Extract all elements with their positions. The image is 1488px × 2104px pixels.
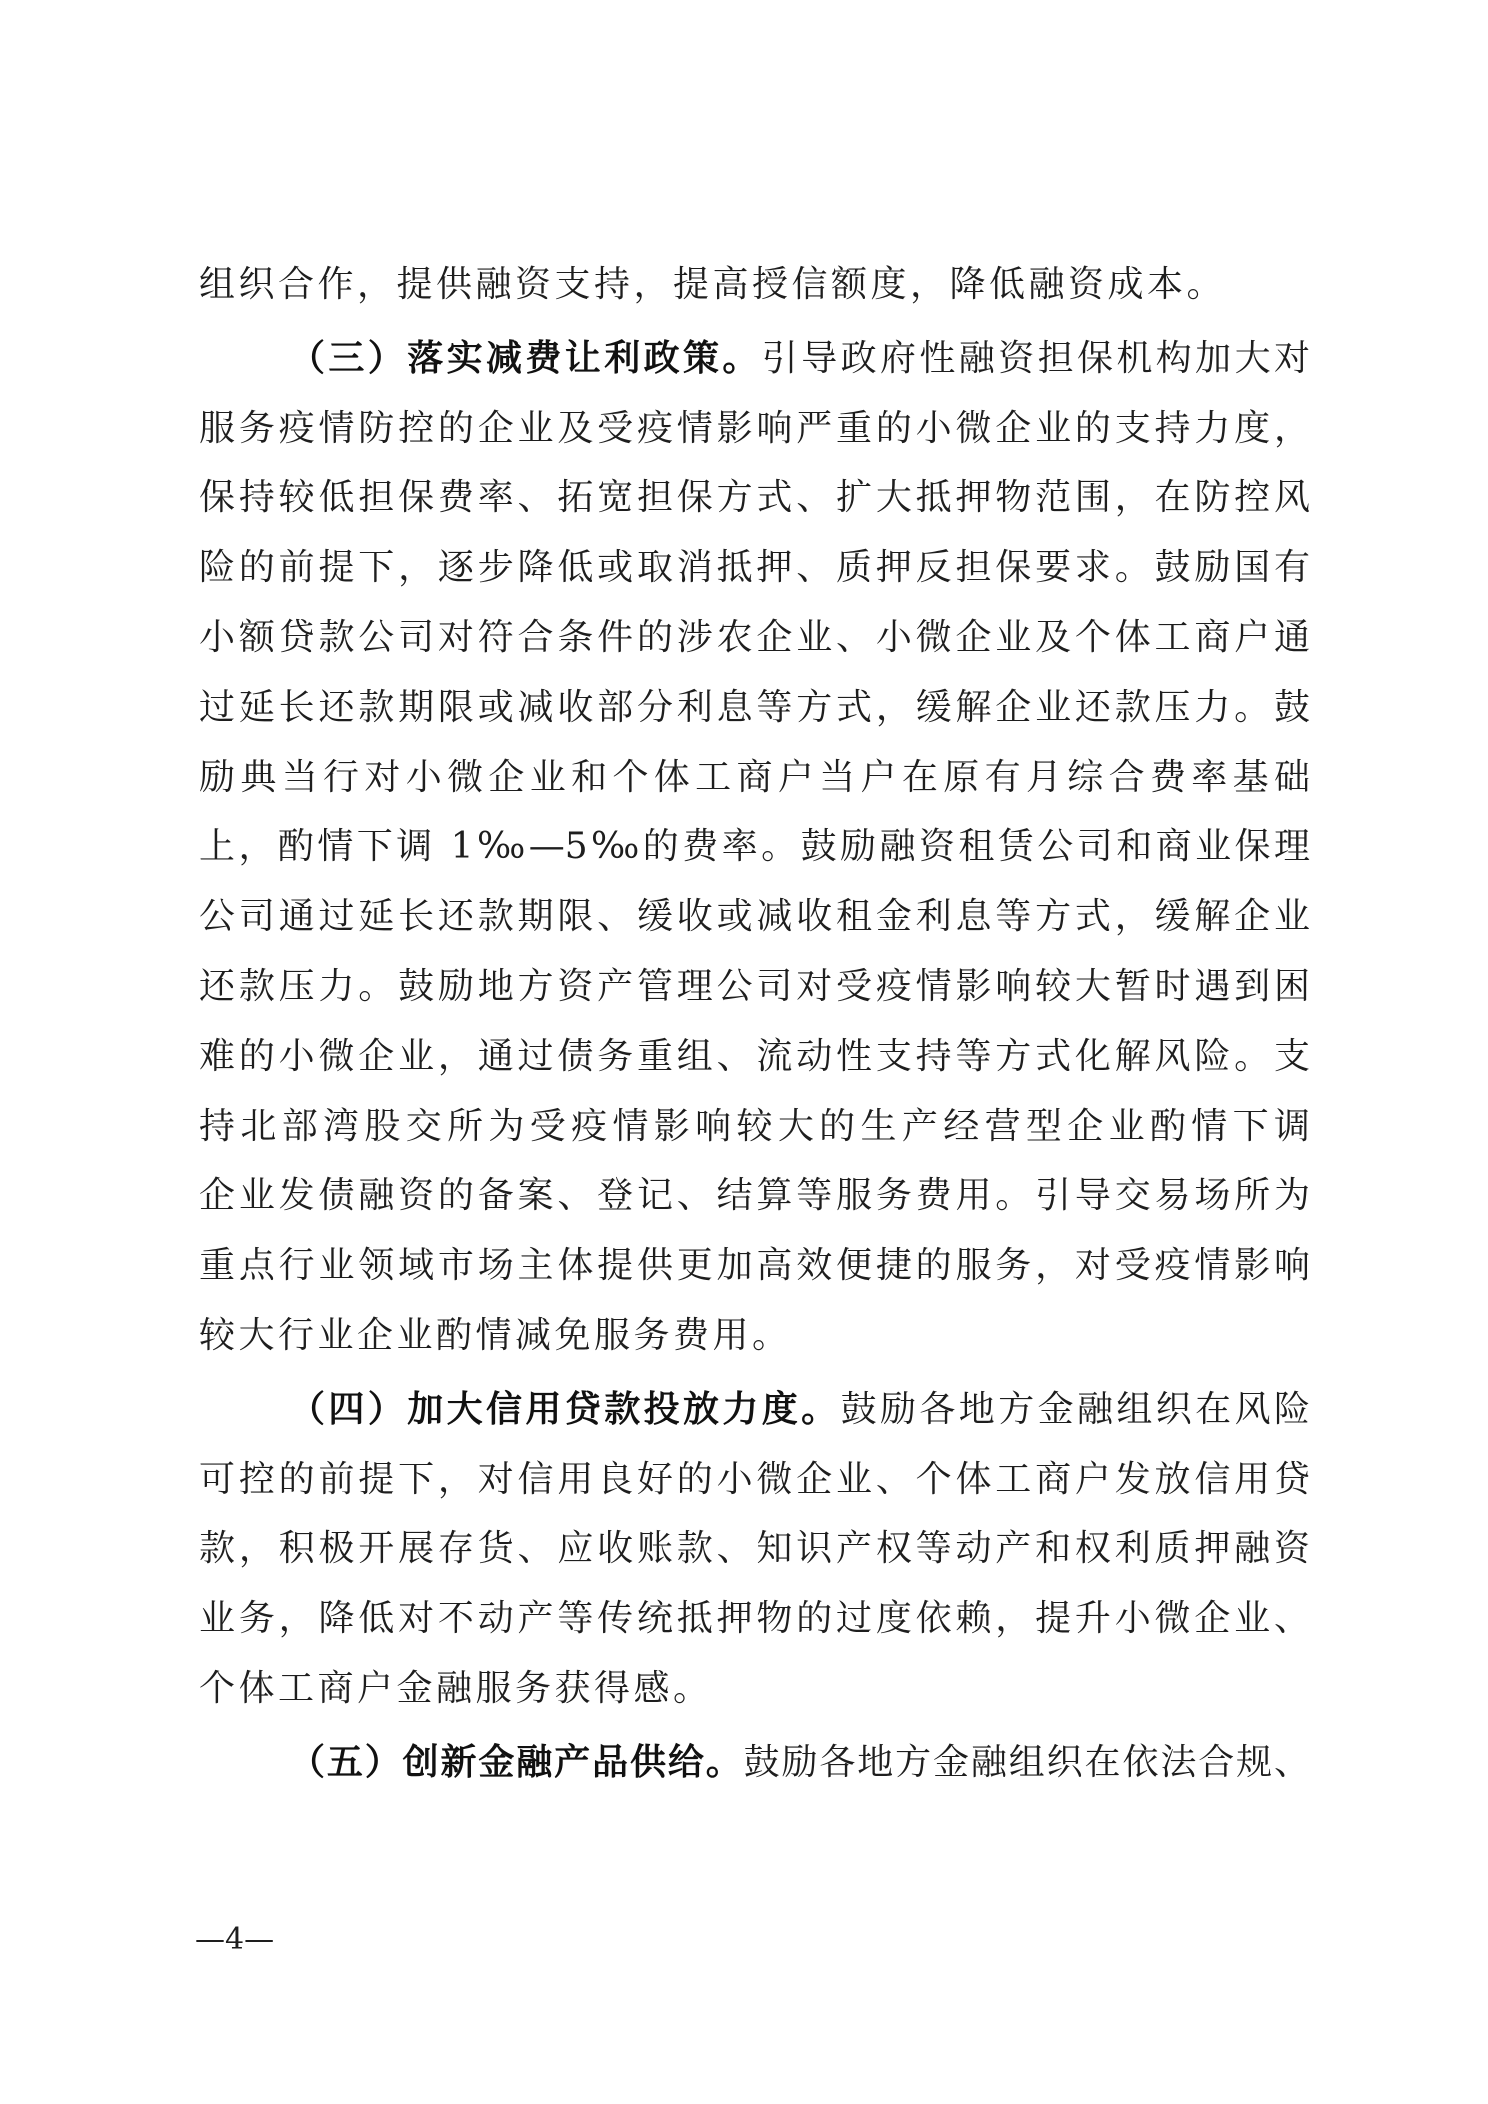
text-line bbox=[199, 1445, 1310, 1515]
paragraph-section-3 bbox=[199, 324, 1310, 1371]
text-line bbox=[199, 463, 1310, 533]
line-text: 可控的前提下，对信用良好的小微企业、个体工商户发放信用贷 bbox=[199, 1458, 1310, 1500]
text-line bbox=[199, 1161, 1310, 1231]
text-line bbox=[199, 673, 1310, 743]
section-heading: （四）加大信用贷款投放力度。 bbox=[289, 1387, 841, 1430]
line-text: 保持较低担保费率、拓宽担保方式、扩大抵押物范围，在防控风 bbox=[199, 477, 1310, 519]
line-text: 较大行业企业酌情减免服务费用。 bbox=[199, 1314, 792, 1356]
text-line bbox=[199, 743, 1310, 813]
body-text bbox=[199, 250, 1310, 1798]
paragraph-section-5 bbox=[199, 1728, 1310, 1798]
paragraph-section-4 bbox=[199, 1375, 1310, 1724]
text-line bbox=[199, 952, 1310, 1022]
line-text: 过延长还款期限或减收部分利息等方式，缓解企业还款压力。鼓 bbox=[199, 686, 1310, 728]
line-text: 服务疫情防控的企业及受疫情影响严重的小微企业的支持力度， bbox=[199, 407, 1310, 449]
line-text: 个体工商户金融服务获得感。 bbox=[199, 1667, 713, 1709]
text-line bbox=[199, 533, 1310, 603]
line-text: 小额贷款公司对符合条件的涉农企业、小微企业及个体工商户通 bbox=[199, 616, 1310, 658]
text-line bbox=[199, 250, 1310, 320]
line-text: 鼓励各地方金融组织在风险 bbox=[840, 1388, 1310, 1430]
text-line bbox=[199, 394, 1310, 464]
line-text: 业务，降低对不动产等传统抵押物的过度依赖，提升小微企业、 bbox=[199, 1598, 1310, 1640]
line-text: 组织合作，提供融资支持，提高授信额度，降低融资成本。 bbox=[199, 264, 1227, 305]
text-line bbox=[199, 1301, 1310, 1371]
section-heading: （五）创新金融产品供给。 bbox=[289, 1740, 744, 1783]
line-text: 励典当行对小微企业和个体工商户当户在原有月综合费率基础 bbox=[199, 756, 1310, 798]
text-line bbox=[199, 1022, 1310, 1092]
line-text: 还款压力。鼓励地方资产管理公司对受疫情影响较大暂时遇到困 bbox=[199, 965, 1310, 1007]
line-text: 持北部湾股交所为受疫情影响较大的生产经营型企业酌情下调 bbox=[199, 1105, 1310, 1147]
line-text: 险的前提下，逐步降低或取消抵押、质押反担保要求。鼓励国有 bbox=[199, 547, 1310, 589]
line-text: 上，酌情下调 1‰—5‰的费率。鼓励融资租赁公司和商业保理 bbox=[199, 826, 1310, 868]
text-line bbox=[199, 1654, 1310, 1724]
paragraph-continuation bbox=[199, 250, 1310, 320]
line-text: 鼓励各地方金融组织在依法合规、 bbox=[743, 1741, 1310, 1783]
text-line bbox=[199, 882, 1310, 952]
text-line bbox=[199, 603, 1310, 673]
paragraph-lead-line bbox=[199, 1728, 1310, 1798]
paragraph-lead-line bbox=[199, 1375, 1310, 1445]
page-number: —4— bbox=[195, 1922, 275, 1957]
text-line bbox=[199, 1092, 1310, 1162]
text-line bbox=[199, 1231, 1310, 1301]
text-line bbox=[199, 812, 1310, 882]
text-line bbox=[199, 1584, 1310, 1654]
line-text: 公司通过延长还款期限、缓收或减收租金利息等方式，缓解企业 bbox=[199, 896, 1310, 938]
line-text: 企业发债融资的备案、登记、结算等服务费用。引导交易场所为 bbox=[199, 1175, 1310, 1217]
line-text: 难的小微企业，通过债务重组、流动性支持等方式化解风险。支 bbox=[199, 1035, 1310, 1077]
text-line bbox=[199, 1514, 1310, 1584]
paragraph-lead-line bbox=[199, 324, 1310, 394]
section-heading: （三）落实减费让利政策。 bbox=[289, 336, 762, 379]
line-text: 款，积极开展存货、应收账款、知识产权等动产和权利质押融资 bbox=[199, 1528, 1310, 1570]
line-text: 重点行业领域市场主体提供更加高效便捷的服务，对受疫情影响 bbox=[199, 1245, 1310, 1287]
line-text: 引导政府性融资担保机构加大对 bbox=[761, 337, 1310, 379]
